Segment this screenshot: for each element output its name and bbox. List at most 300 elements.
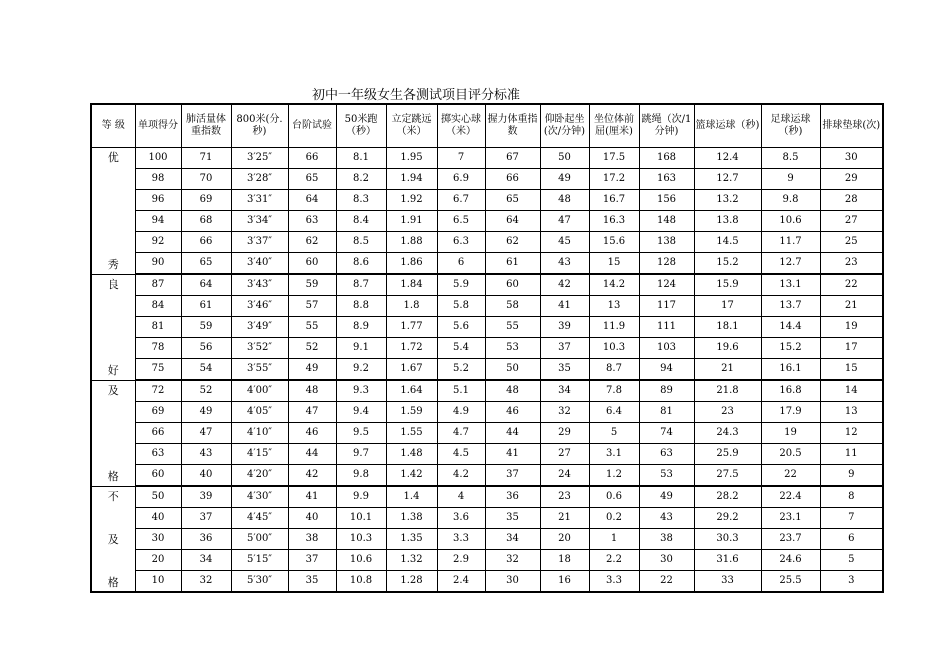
table-cell: 60 (288, 253, 336, 275)
table-cell: 13 (589, 296, 639, 317)
table-cell: 3.6 (437, 508, 485, 529)
table-cell: 64 (181, 274, 231, 296)
table-cell: 8.1 (336, 148, 386, 169)
table-cell: 64 (288, 190, 336, 211)
table-cell: 66 (288, 148, 336, 169)
table-cell: 9.9 (336, 486, 386, 508)
table-cell: 15.2 (761, 338, 820, 359)
table-cell: 46 (485, 402, 540, 423)
table-cell: 17.5 (589, 148, 639, 169)
table-cell: 1.28 (386, 571, 437, 593)
table-cell: 37 (540, 338, 589, 359)
table-cell: 71 (181, 148, 231, 169)
table-cell: 90 (135, 253, 181, 275)
table-cell: 14 (820, 380, 883, 402)
table-cell: 43 (639, 508, 694, 529)
table-cell: 1.92 (386, 190, 437, 211)
table-row (91, 296, 883, 317)
table-row (91, 402, 883, 423)
table-cell: 25.9 (694, 444, 761, 465)
table-cell: 8.2 (336, 169, 386, 190)
table-cell: 5′00″ (231, 529, 288, 550)
table-cell: 3′37″ (231, 232, 288, 253)
table-cell: 10.6 (336, 550, 386, 571)
table-row (91, 465, 883, 487)
table-cell: 4′15″ (231, 444, 288, 465)
table-cell: 9.7 (336, 444, 386, 465)
table-cell: 94 (135, 211, 181, 232)
table-body (91, 148, 883, 593)
table-cell: 4.2 (437, 465, 485, 487)
column-header: 握力体重指数 (485, 104, 540, 148)
table-cell: 96 (135, 190, 181, 211)
table-cell: 1.72 (386, 338, 437, 359)
table-cell: 6.4 (589, 402, 639, 423)
table-cell: 168 (639, 148, 694, 169)
table-cell: 48 (288, 380, 336, 402)
table-row (91, 253, 883, 275)
table-cell: 81 (639, 402, 694, 423)
table-cell: 63 (639, 444, 694, 465)
table-cell: 33 (694, 571, 761, 593)
table-cell: 3′28″ (231, 169, 288, 190)
table-title: 初中一年级女生各测试项目评分标准 (312, 88, 521, 103)
table-cell: 40 (181, 465, 231, 487)
table-cell: 6 (820, 529, 883, 550)
table-cell: 1.35 (386, 529, 437, 550)
table-cell: 0.2 (589, 508, 639, 529)
table-cell: 17.9 (761, 402, 820, 423)
table-cell: 22.4 (761, 486, 820, 508)
table-cell: 4′20″ (231, 465, 288, 487)
table-cell: 9.2 (336, 359, 386, 381)
table-cell: 66 (181, 232, 231, 253)
table-cell: 10 (135, 571, 181, 593)
table-cell: 48 (540, 190, 589, 211)
table-cell: 40 (288, 508, 336, 529)
table-cell: 117 (639, 296, 694, 317)
table-cell: 3′52″ (231, 338, 288, 359)
table-cell: 21 (540, 508, 589, 529)
grade-char: 良 (107, 277, 119, 291)
table-cell: 70 (181, 169, 231, 190)
table-cell: 47 (181, 423, 231, 444)
table-cell: 50 (540, 148, 589, 169)
table-cell: 13.7 (761, 296, 820, 317)
table-cell: 65 (485, 190, 540, 211)
table-cell: 9 (820, 465, 883, 487)
table-cell: 17.2 (589, 169, 639, 190)
table-cell: 12.7 (694, 169, 761, 190)
table-cell: 37 (288, 550, 336, 571)
table-cell: 35 (540, 359, 589, 381)
table-cell: 11.7 (761, 232, 820, 253)
table-cell: 21 (820, 296, 883, 317)
table-cell: 4′30″ (231, 486, 288, 508)
table-cell: 49 (181, 402, 231, 423)
table-cell: 27 (820, 211, 883, 232)
table-row (91, 529, 883, 550)
table-cell: 4.9 (437, 402, 485, 423)
column-header: 800米(分.秒) (231, 104, 288, 148)
table-cell: 22 (820, 274, 883, 296)
table-cell: 17 (694, 296, 761, 317)
table-cell: 9.5 (336, 423, 386, 444)
table-cell: 16.1 (761, 359, 820, 381)
table-cell: 10.8 (336, 571, 386, 593)
table-row (91, 486, 883, 508)
column-header: 单项得分 (135, 104, 181, 148)
table-cell: 103 (639, 338, 694, 359)
table-cell: 53 (485, 338, 540, 359)
table-cell: 39 (181, 486, 231, 508)
table-cell: 29 (820, 169, 883, 190)
table-cell: 19 (820, 317, 883, 338)
table-cell: 16.3 (589, 211, 639, 232)
table-cell: 10.3 (336, 529, 386, 550)
table-cell: 20 (135, 550, 181, 571)
table-cell: 1.94 (386, 169, 437, 190)
table-cell: 3.3 (589, 571, 639, 593)
table-cell: 9.3 (336, 380, 386, 402)
table-cell: 1.88 (386, 232, 437, 253)
table-cell: 32 (181, 571, 231, 593)
table-cell: 5′15″ (231, 550, 288, 571)
table-cell: 47 (540, 211, 589, 232)
table-row (91, 274, 883, 296)
table-row (91, 148, 883, 169)
table-cell: 67 (485, 148, 540, 169)
column-header: 篮球运球（秒) (694, 104, 761, 148)
table-cell: 41 (485, 444, 540, 465)
table-cell: 8.5 (761, 148, 820, 169)
table-cell: 7.8 (589, 380, 639, 402)
table-cell: 20 (540, 529, 589, 550)
table-cell: 52 (288, 338, 336, 359)
table-cell: 69 (181, 190, 231, 211)
table-cell: 6.7 (437, 190, 485, 211)
table-cell: 10.3 (589, 338, 639, 359)
table-cell: 87 (135, 274, 181, 296)
table-cell: 3′34″ (231, 211, 288, 232)
table-cell: 5.2 (437, 359, 485, 381)
table-cell: 3′25″ (231, 148, 288, 169)
table-cell: 11 (820, 444, 883, 465)
table-cell: 44 (288, 444, 336, 465)
table-cell: 8.3 (336, 190, 386, 211)
table-cell: 7 (820, 508, 883, 529)
table-cell: 60 (485, 274, 540, 296)
table-cell: 64 (485, 211, 540, 232)
table-cell: 41 (540, 296, 589, 317)
table-cell: 72 (135, 380, 181, 402)
table-cell: 29 (540, 423, 589, 444)
table-cell: 24.6 (761, 550, 820, 571)
grade-cell (91, 148, 135, 275)
table-cell: 49 (540, 169, 589, 190)
table-cell: 13 (820, 402, 883, 423)
table-cell: 6.9 (437, 169, 485, 190)
column-header: 坐位体前屈(厘米) (589, 104, 639, 148)
table-cell: 124 (639, 274, 694, 296)
table-cell: 1 (589, 529, 639, 550)
table-cell: 65 (288, 169, 336, 190)
table-cell: 69 (135, 402, 181, 423)
table-row (91, 190, 883, 211)
table-cell: 34 (181, 550, 231, 571)
table-cell: 41 (288, 486, 336, 508)
table-cell: 35 (485, 508, 540, 529)
table-cell: 25.5 (761, 571, 820, 593)
table-cell: 13.8 (694, 211, 761, 232)
table-cell: 19 (761, 423, 820, 444)
table-row (91, 444, 883, 465)
table-cell: 2.2 (589, 550, 639, 571)
table-cell: 1.77 (386, 317, 437, 338)
grade-char: 格 (107, 469, 119, 483)
table-cell: 1.64 (386, 380, 437, 402)
table-cell: 15.6 (589, 232, 639, 253)
table-cell: 12.7 (761, 253, 820, 275)
table-cell: 4 (437, 486, 485, 508)
table-cell: 8.5 (336, 232, 386, 253)
table-cell: 59 (288, 274, 336, 296)
table-cell: 78 (135, 338, 181, 359)
table-cell: 5.4 (437, 338, 485, 359)
table-cell: 22 (639, 571, 694, 593)
table-cell: 5 (820, 550, 883, 571)
table-cell: 1.59 (386, 402, 437, 423)
table-row (91, 359, 883, 381)
table-cell: 4′45″ (231, 508, 288, 529)
table-row (91, 380, 883, 402)
table-cell: 32 (485, 550, 540, 571)
table-cell: 1.42 (386, 465, 437, 487)
table-cell: 3′43″ (231, 274, 288, 296)
table-cell: 8.7 (336, 274, 386, 296)
table-cell: 15.9 (694, 274, 761, 296)
grade-char: 优 (107, 151, 119, 164)
table-cell: 20.5 (761, 444, 820, 465)
table-cell: 48 (485, 380, 540, 402)
table-cell: 98 (135, 169, 181, 190)
grade-char: 好 (107, 363, 119, 377)
table-cell: 24.3 (694, 423, 761, 444)
table-cell: 34 (540, 380, 589, 402)
table-row (91, 338, 883, 359)
table-cell: 27.5 (694, 465, 761, 487)
table-cell: 27 (540, 444, 589, 465)
table-cell: 1.84 (386, 274, 437, 296)
table-cell: 23.1 (761, 508, 820, 529)
grade-char: 不 (107, 489, 119, 503)
table-cell: 34 (485, 529, 540, 550)
table-cell: 94 (639, 359, 694, 381)
table-cell: 49 (288, 359, 336, 381)
table-cell: 21.8 (694, 380, 761, 402)
table-row (91, 508, 883, 529)
table-cell: 18 (540, 550, 589, 571)
table-cell: 18.1 (694, 317, 761, 338)
table-cell: 57 (288, 296, 336, 317)
table-cell: 5′30″ (231, 571, 288, 593)
table-cell: 12 (820, 423, 883, 444)
table-cell: 14.4 (761, 317, 820, 338)
table-cell: 21 (694, 359, 761, 381)
grade-char: 格 (107, 575, 119, 589)
table-cell: 56 (181, 338, 231, 359)
table-cell: 15 (820, 359, 883, 381)
column-header: 立定跳远（米） (386, 104, 437, 148)
table-cell: 163 (639, 169, 694, 190)
table-cell: 62 (485, 232, 540, 253)
table-cell: 44 (485, 423, 540, 444)
table-cell: 43 (540, 253, 589, 275)
table-cell: 128 (639, 253, 694, 275)
table-cell: 5 (589, 423, 639, 444)
table-cell: 30 (820, 148, 883, 169)
table-cell: 36 (181, 529, 231, 550)
table-cell: 65 (181, 253, 231, 275)
table-cell: 4′10″ (231, 423, 288, 444)
table-cell: 8.8 (336, 296, 386, 317)
table-row (91, 169, 883, 190)
table-cell: 1.8 (386, 296, 437, 317)
column-header: 台阶试验 (288, 104, 336, 148)
table-cell: 148 (639, 211, 694, 232)
table-cell: 22 (761, 465, 820, 487)
table-cell: 5.1 (437, 380, 485, 402)
table-cell: 23.7 (761, 529, 820, 550)
table-cell: 75 (135, 359, 181, 381)
table-cell: 5.8 (437, 296, 485, 317)
table-cell: 3′40″ (231, 253, 288, 275)
table-cell: 9.8 (761, 190, 820, 211)
table-cell: 10.6 (761, 211, 820, 232)
table-cell: 23 (694, 402, 761, 423)
table-row (91, 232, 883, 253)
table-cell: 42 (288, 465, 336, 487)
table-cell: 13.2 (694, 190, 761, 211)
column-header: 50米跑（秒） (336, 104, 386, 148)
table-cell: 38 (639, 529, 694, 550)
table-cell: 9.8 (336, 465, 386, 487)
grade-char: 秀 (107, 258, 119, 271)
table-cell: 156 (639, 190, 694, 211)
table-cell: 7 (437, 148, 485, 169)
table-cell: 49 (639, 486, 694, 508)
table-cell: 4′00″ (231, 380, 288, 402)
table-cell: 84 (135, 296, 181, 317)
table-cell: 13.1 (761, 274, 820, 296)
table-cell: 16 (540, 571, 589, 593)
table-cell: 36 (485, 486, 540, 508)
table-cell: 37 (181, 508, 231, 529)
table-cell: 15.2 (694, 253, 761, 275)
table-cell: 14.2 (589, 274, 639, 296)
table-cell: 8 (820, 486, 883, 508)
table-cell: 54 (181, 359, 231, 381)
table-cell: 55 (485, 317, 540, 338)
table-cell: 8.9 (336, 317, 386, 338)
table-cell: 1.4 (386, 486, 437, 508)
table-cell: 0.6 (589, 486, 639, 508)
grade-cell (91, 486, 135, 592)
table-row (91, 317, 883, 338)
table-cell: 37 (485, 465, 540, 487)
table-cell: 29.2 (694, 508, 761, 529)
table-cell: 25 (820, 232, 883, 253)
table-cell: 100 (135, 148, 181, 169)
column-header: 掷实心球（米） (437, 104, 485, 148)
column-header: 排球垫球(次) (820, 104, 883, 148)
table-cell: 31.6 (694, 550, 761, 571)
table-cell: 4′05″ (231, 402, 288, 423)
table-cell: 1.32 (386, 550, 437, 571)
table-cell: 1.91 (386, 211, 437, 232)
grade-char: 及 (107, 532, 119, 546)
table-cell: 1.2 (589, 465, 639, 487)
table-cell: 68 (181, 211, 231, 232)
table-cell: 2.4 (437, 571, 485, 593)
table-cell: 23 (820, 253, 883, 275)
table-cell: 1.67 (386, 359, 437, 381)
table-cell: 66 (485, 169, 540, 190)
table-row (91, 423, 883, 444)
table-cell: 61 (485, 253, 540, 275)
column-header: 仰卧起坐(次/分钟) (540, 104, 589, 148)
table-cell: 63 (135, 444, 181, 465)
table-cell: 81 (135, 317, 181, 338)
table-cell: 138 (639, 232, 694, 253)
table-cell: 19.6 (694, 338, 761, 359)
table-cell: 30 (135, 529, 181, 550)
table-cell: 61 (181, 296, 231, 317)
table-cell: 16.7 (589, 190, 639, 211)
table-cell: 1.86 (386, 253, 437, 275)
table-cell: 6 (437, 253, 485, 275)
table-cell: 30 (639, 550, 694, 571)
table-cell: 9.4 (336, 402, 386, 423)
table-cell: 39 (540, 317, 589, 338)
table-cell: 14.5 (694, 232, 761, 253)
table-cell: 9 (761, 169, 820, 190)
header-row (91, 104, 883, 148)
table-cell: 3′31″ (231, 190, 288, 211)
table-cell: 89 (639, 380, 694, 402)
table-cell: 62 (288, 232, 336, 253)
table-cell: 43 (181, 444, 231, 465)
table-cell: 6.3 (437, 232, 485, 253)
table-cell: 58 (485, 296, 540, 317)
table-cell: 4.5 (437, 444, 485, 465)
table-cell: 111 (639, 317, 694, 338)
table-row (91, 211, 883, 232)
table-row (91, 550, 883, 571)
table-cell: 16.8 (761, 380, 820, 402)
table-cell: 15 (589, 253, 639, 275)
table-row (91, 571, 883, 593)
table-cell: 2.9 (437, 550, 485, 571)
table-cell: 35 (288, 571, 336, 593)
table-cell: 38 (288, 529, 336, 550)
table-cell: 52 (181, 380, 231, 402)
column-header: 足球运球（秒) (761, 104, 820, 148)
table-cell: 28 (820, 190, 883, 211)
table-cell: 46 (288, 423, 336, 444)
table-cell: 11.9 (589, 317, 639, 338)
table-cell: 24 (540, 465, 589, 487)
